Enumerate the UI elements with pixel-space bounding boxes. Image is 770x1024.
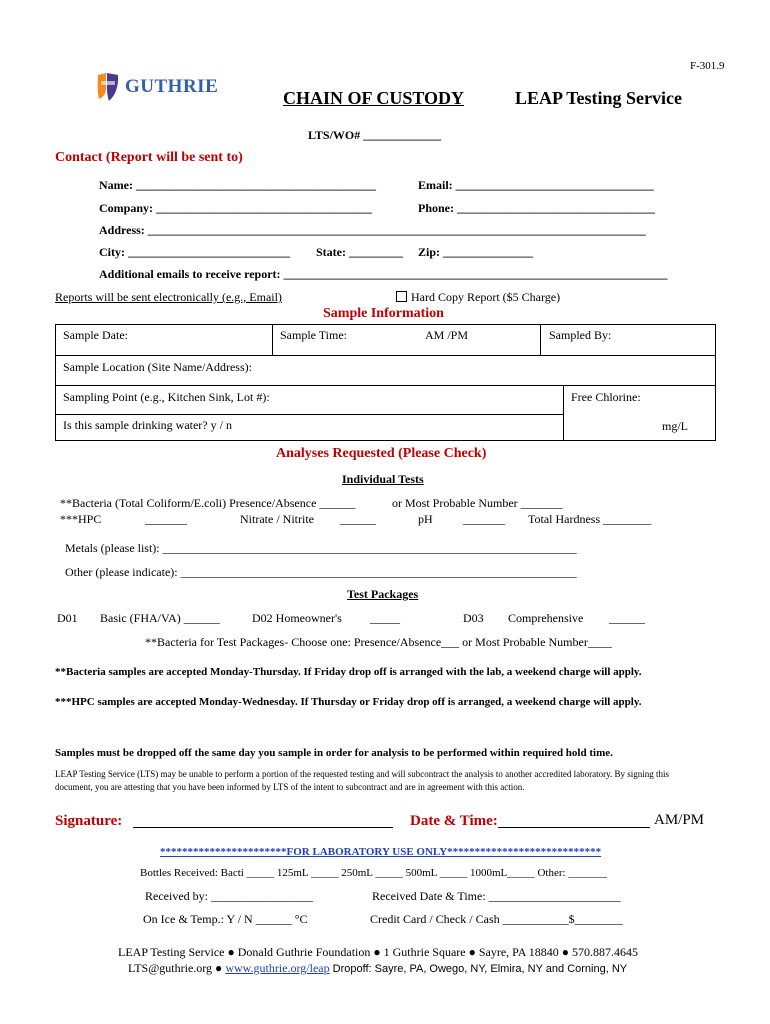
footer-address: LEAP Testing Service ● Donald Guthrie Foundation ● 1 Guthrie Square ● Sayre, PA 18840 ● 570.887.4645 [118, 945, 638, 959]
footer-email[interactable]: LTS@guthrie.org ● [128, 961, 223, 975]
email-field[interactable]: Email: _________________________________ [418, 178, 654, 192]
sampled-by-cell[interactable] [540, 324, 716, 356]
analyses-heading: Analyses Requested (Please Check) [276, 446, 487, 461]
same-day-note: Samples must be dropped off the same day you sample in order for analysis to be performed within required hold time. [55, 747, 613, 759]
d01-label: D01 [57, 611, 78, 625]
ph-label: pH [418, 512, 433, 526]
signature-line[interactable] [133, 827, 393, 828]
most-probable-number-option[interactable]: or Most Probable Number _______ [392, 496, 563, 510]
ice-temp-field[interactable]: On Ice & Temp.: Y / N ______ °C [143, 912, 308, 926]
address-field[interactable]: Address: ___________________________________________________________________________________ [99, 223, 646, 237]
footer-website-link[interactable]: www.guthrie.org/leap [225, 961, 330, 975]
received-date-field[interactable]: Received Date & Time: ______________________ [372, 889, 621, 903]
subcontract-note: LEAP Testing Service (LTS) may be unable to perform a portion of the requested testing and will subcontract the analysis to another accredited laboratory. By signing this document, you are attesting that you have been informed by LTS of the intent to subcontract and are in agreement with this action. [55, 769, 670, 792]
additional-emails-field[interactable]: Additional emails to receive report: ________________________________________________________________ [99, 267, 668, 281]
hard-copy-checkbox[interactable] [396, 291, 407, 302]
sample-date-cell[interactable] [55, 324, 273, 356]
other-field[interactable]: Other (please indicate): __________________________________________________________________ [65, 565, 577, 579]
sample-location-cell[interactable] [55, 355, 716, 386]
guthrie-logo [95, 72, 225, 106]
state-field[interactable]: State: _________ [316, 245, 403, 259]
comprehensive-label: Comprehensive [508, 611, 584, 625]
metals-field[interactable]: Metals (please list): _____________________________________________________________________ [65, 541, 577, 555]
signature-am-pm: AM/PM [654, 812, 705, 828]
contact-heading: Contact (Report will be sent to) [55, 150, 243, 165]
d02-blank[interactable]: _____ [370, 611, 400, 625]
sample-date-label: Sample Date: [63, 328, 128, 342]
free-chlorine-cell[interactable] [563, 385, 716, 441]
date-time-line[interactable] [498, 827, 650, 828]
basic-package-option[interactable]: Basic (FHA/VA) ______ [100, 611, 220, 625]
drinking-water-label: Is this sample drinking water? y / n [63, 418, 232, 432]
form-number: F-301.9 [690, 60, 725, 72]
am-pm-label: AM /PM [425, 328, 469, 342]
hard-copy-option[interactable] [396, 290, 560, 305]
received-by-field[interactable]: Received by: _________________ [145, 889, 313, 903]
nitrate-blank[interactable]: ______ [340, 512, 376, 526]
lts-wo-field[interactable]: LTS/WO# _____________ [308, 128, 442, 142]
bottles-received-field[interactable]: Bottles Received: Bacti _____ 125mL _____ 250mL _____ 500mL _____ 1000mL_____ Other: _______ [140, 867, 607, 879]
drinking-water-cell[interactable] [55, 414, 564, 441]
individual-tests-heading: Individual Tests [342, 472, 424, 486]
sampling-point-label: Sampling Point (e.g., Kitchen Sink, Lot #): [63, 390, 270, 404]
hpc-label: ***HPC [60, 512, 102, 526]
sampling-point-cell[interactable] [55, 385, 564, 415]
bacteria-presence-option[interactable]: **Bacteria (Total Coliform/E.coli) Presence/Absence ______ [60, 496, 356, 510]
service-title: LEAP Testing Service [515, 88, 683, 108]
sample-location-label: Sample Location (Site Name/Address): [63, 360, 252, 374]
city-field[interactable]: City: ___________________________ [99, 245, 290, 259]
hpc-schedule-note: ***HPC samples are accepted Monday-Wednesday. If Thursday or Friday drop off is arranged, a weekend charge will apply. [55, 696, 642, 708]
free-chlorine-label: Free Chlorine: [571, 390, 641, 404]
name-field[interactable]: Name: ________________________________________ [99, 178, 376, 192]
nitrate-label: Nitrate / Nitrite [240, 512, 314, 526]
footer-dropoff: Dropoff: Sayre, PA, Owego, NY, Elmira, NY and Corning, NY [332, 963, 628, 975]
test-packages-heading: Test Packages [347, 587, 419, 601]
sampled-by-label: Sampled By: [549, 328, 612, 342]
lab-use-banner: ***********************FOR LABORATORY USE ONLY**************************** [160, 846, 602, 858]
mgl-unit: mg/L [662, 419, 688, 433]
footer-contact [128, 961, 627, 976]
d03-blank[interactable]: ______ [609, 611, 645, 625]
hard-copy-label: Hard Copy Report ($5 Charge) [411, 290, 561, 304]
company-field[interactable]: Company: ____________________________________ [99, 201, 373, 215]
signature-label: Signature: [55, 813, 123, 829]
d03-label: D03 [463, 611, 484, 625]
page-title: CHAIN OF CUSTODY [283, 88, 465, 108]
sample-info-heading: Sample Information [323, 306, 444, 321]
guthrie-logo-icon [95, 72, 121, 102]
date-time-label: Date & Time: [410, 813, 498, 829]
bacteria-schedule-note: **Bacteria samples are accepted Monday-Thursday. If Friday drop off is arranged with the lab, a weekend charge will apply. [55, 666, 642, 678]
electronic-report-note: Reports will be sent electronically (e.g., Email) [55, 290, 282, 304]
total-hardness-option[interactable]: Total Hardness ________ [528, 512, 652, 526]
payment-field[interactable]: Credit Card / Check / Cash ___________$________ [370, 912, 623, 926]
sample-time-label: Sample Time: [280, 328, 348, 342]
ph-blank[interactable]: _______ [463, 512, 505, 526]
logo-text: GUTHRIE [125, 76, 219, 97]
hpc-blank[interactable]: _______ [145, 512, 187, 526]
zip-field[interactable]: Zip: _______________ [418, 245, 534, 259]
d02-homeowners-label: D02 Homeowner's [252, 611, 342, 625]
packages-bacteria-note[interactable]: **Bacteria for Test Packages- Choose one: Presence/Absence___ or Most Probable Number____ [145, 635, 612, 649]
phone-field[interactable]: Phone: _________________________________ [418, 201, 655, 215]
sample-time-cell[interactable] [272, 324, 541, 356]
